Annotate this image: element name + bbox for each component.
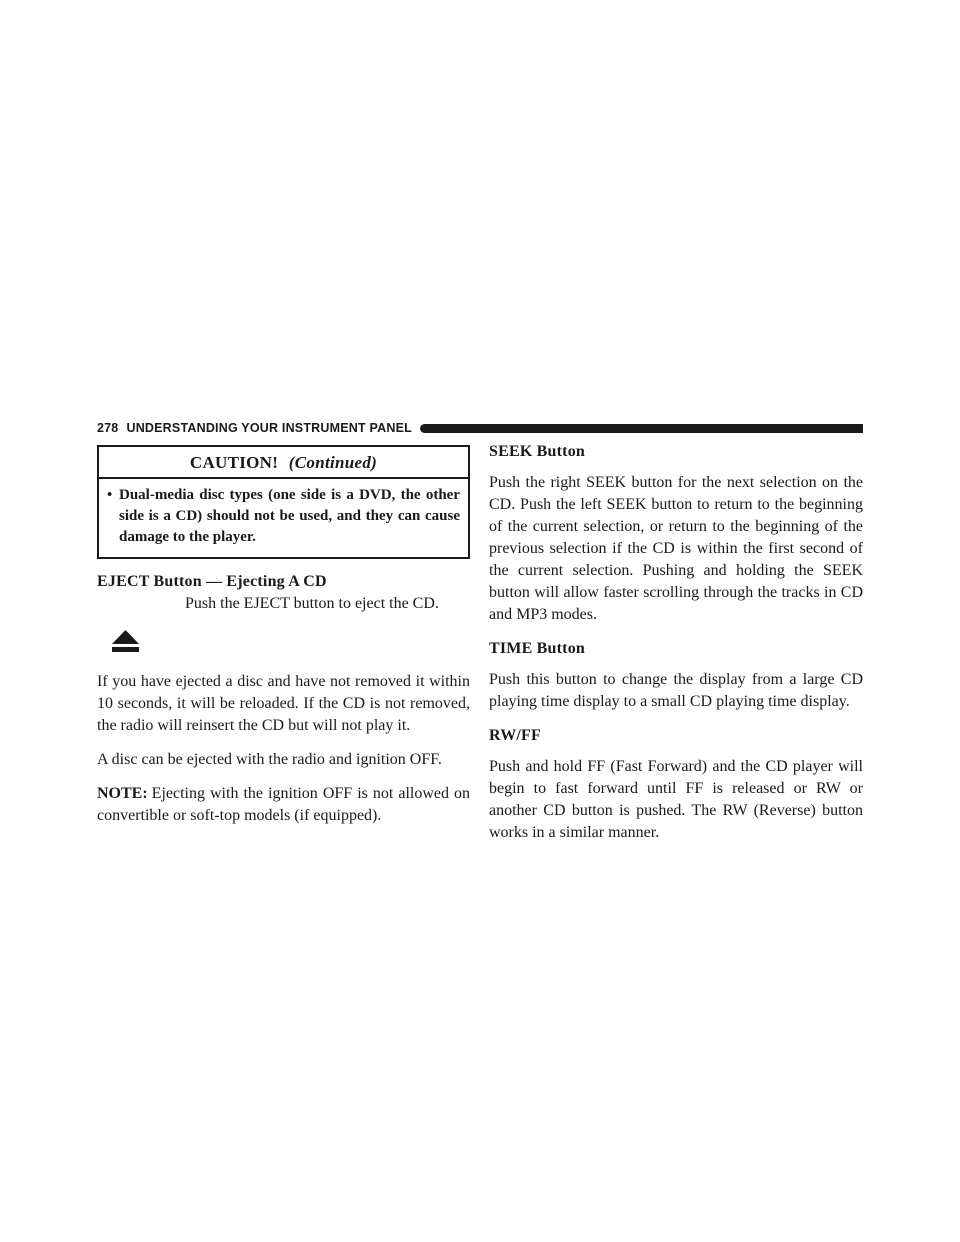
time-text: Push this button to change the display from a large CD playing time display to a small CD playing time display. — [489, 671, 863, 710]
time-heading: TIME Button — [489, 640, 585, 657]
eject-paragraph-1: If you have ejected a disc and have not removed it within 10 seconds, it will be reloaded. If the CD is not removed, the radio will reinsert the CD but will not play it. — [97, 673, 470, 734]
eject-icon — [112, 630, 139, 652]
note-label: NOTE: — [97, 785, 148, 802]
right-column — [489, 441, 863, 844]
bullet: • — [107, 487, 113, 503]
section-title: UNDERSTANDING YOUR INSTRUMENT PANEL — [126, 421, 412, 435]
eject-heading: EJECT Button — Ejecting A CD — [97, 573, 327, 590]
page-number: 278 — [97, 421, 119, 435]
caution-title — [99, 447, 468, 479]
caution-text: Dual-media disc types (one side is a DVD, the other side is a CD) should not be used, and they can cause damage to the player. — [119, 487, 460, 545]
header-rule — [420, 424, 863, 433]
caution-label: CAUTION! — [189, 453, 279, 472]
eject-icon-text: Push the EJECT button to eject the CD. — [185, 595, 439, 612]
caution-body — [99, 479, 468, 557]
note-text: Ejecting with the ignition OFF is not allowed on convertible or soft-top models (if equipped). — [97, 785, 470, 824]
rwff-text: Push and hold FF (Fast Forward) and the CD player will begin to fast forward until FF is released or RW or another CD button is pushed. The RW (Reverse) button works in a similar manner. — [489, 758, 863, 841]
seek-heading: SEEK Button — [489, 443, 586, 460]
left-column — [97, 445, 470, 827]
seek-text: Push the right SEEK button for the next selection on the CD. Push the left SEEK button to return to the beginning of the current selection, or return to the beginning of the previous selection if the CD is within the first second of the current selection. Pushing and holding the SEEK button will allow faster scrolling through the tracks in CD and MP3 modes. — [489, 474, 863, 623]
eject-note — [97, 783, 470, 827]
caution-box — [97, 445, 470, 559]
eject-paragraph-2: A disc can be ejected with the radio and ignition OFF. — [97, 751, 442, 768]
page-header — [97, 419, 863, 437]
caution-continued: (Continued) — [288, 453, 378, 472]
rwff-heading: RW/FF — [489, 727, 541, 744]
eject-icon-row — [97, 593, 470, 671]
